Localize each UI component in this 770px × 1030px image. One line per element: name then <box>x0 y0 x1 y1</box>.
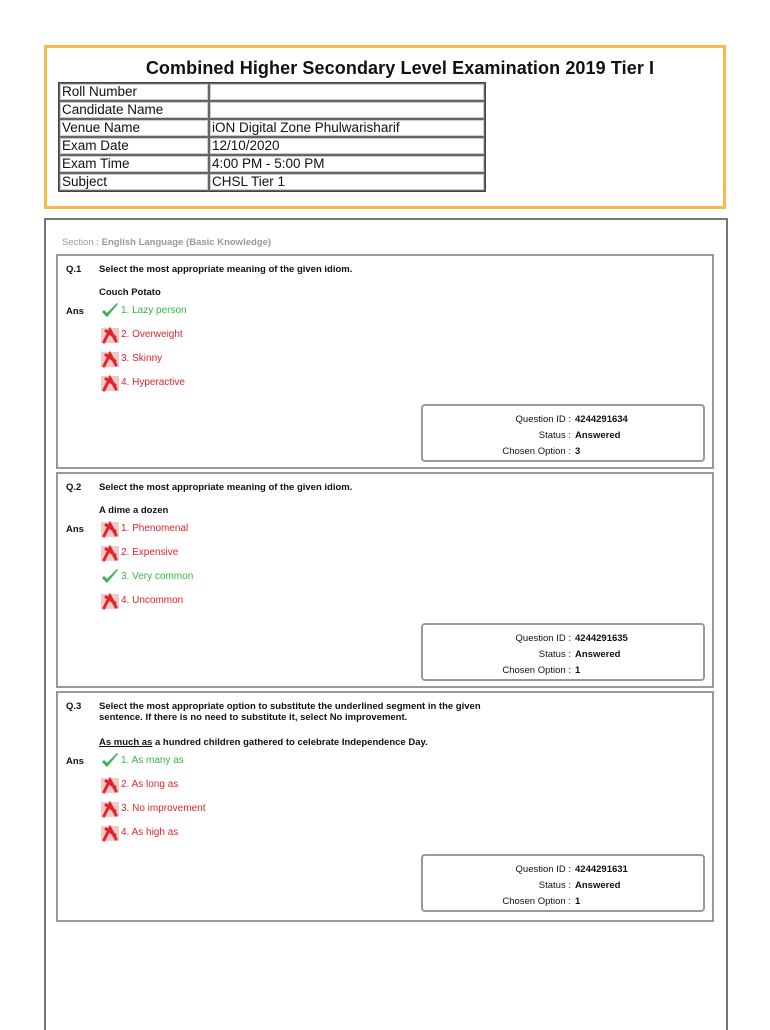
question-text: Select the most appropriate meaning of the given idiom. <box>99 482 353 493</box>
question-id-value: 4244291635 <box>575 633 628 644</box>
status-value: Answered <box>575 430 621 441</box>
chosen-option-label: Chosen Option : <box>502 896 571 907</box>
cross-icon <box>100 373 120 393</box>
cross-icon <box>100 543 120 563</box>
option-label: 2. Expensive <box>121 547 179 558</box>
info-row-venue-name <box>59 119 485 137</box>
option-label: 4. Uncommon <box>121 595 184 606</box>
chosen-option-value: 3 <box>575 446 581 457</box>
option-label: 1. As many as <box>121 755 184 766</box>
cross-icon <box>100 325 120 345</box>
underlined-segment: As much as <box>99 737 153 748</box>
chosen-option-label: Chosen Option : <box>502 446 571 457</box>
chosen-option-value: 1 <box>575 896 581 907</box>
status-value: Answered <box>575 649 621 660</box>
chosen-option-label: Chosen Option : <box>502 665 571 676</box>
option-4 <box>100 823 178 843</box>
option-label: 2. As long as <box>121 779 179 790</box>
question-id-value: 4244291634 <box>575 414 628 425</box>
question-number: Q.3 <box>66 701 82 712</box>
question-prompt <box>99 737 428 748</box>
option-label: 3. Very common <box>121 571 194 582</box>
info-value: 12/10/2020 <box>209 137 485 155</box>
info-value <box>209 83 485 101</box>
info-row-roll-number <box>59 83 485 101</box>
option-label: 3. No improvement <box>121 803 206 814</box>
tick-icon <box>100 567 120 587</box>
info-label: Exam Date <box>59 137 209 155</box>
info-label: Candidate Name <box>59 101 209 119</box>
question-text: Select the most appropriate meaning of the given idiom. <box>99 264 353 275</box>
question-number: Q.2 <box>66 482 82 493</box>
exam-header-card <box>44 45 726 209</box>
question-number: Q.1 <box>66 264 82 275</box>
info-row-subject <box>59 173 485 191</box>
info-label: Subject <box>59 173 209 191</box>
option-1 <box>100 301 187 321</box>
cross-icon <box>100 775 120 795</box>
info-label: Roll Number <box>59 83 209 101</box>
question-prompt: Couch Potato <box>99 287 161 298</box>
tick-icon <box>100 301 120 321</box>
question-meta-card <box>421 404 705 462</box>
info-label: Exam Time <box>59 155 209 173</box>
chosen-option-value: 1 <box>575 665 581 676</box>
status-label: Status : <box>538 880 571 891</box>
section-prefix: Section : <box>62 237 102 248</box>
option-3 <box>100 349 162 369</box>
option-label: 4. As high as <box>121 827 179 838</box>
info-value <box>209 101 485 119</box>
cross-icon <box>100 349 120 369</box>
question-id-label: Question ID : <box>515 633 571 644</box>
option-label: 3. Skinny <box>121 353 163 364</box>
question-header <box>66 701 481 723</box>
option-label: 2. Overweight <box>121 329 183 340</box>
question-prompt: A dime a dozen <box>99 505 169 516</box>
option-label: 4. Hyperactive <box>121 377 185 388</box>
question-id-label: Question ID : <box>515 414 571 425</box>
option-2 <box>100 325 183 345</box>
candidate-info-table <box>58 82 486 192</box>
question-meta-card <box>421 623 705 681</box>
question-card-3 <box>56 691 714 922</box>
option-4 <box>100 373 185 393</box>
cross-icon <box>100 823 120 843</box>
option-1 <box>100 751 184 771</box>
option-4 <box>100 591 183 611</box>
info-value: iON Digital Zone Phulwarisharif <box>209 119 485 137</box>
option-label: 1. Phenomenal <box>121 523 189 534</box>
exam-title: Combined Higher Secondary Level Examination 2019 Tier I <box>145 58 655 78</box>
info-row-exam-date <box>59 137 485 155</box>
status-label: Status : <box>538 649 571 660</box>
ans-label: Ans <box>66 524 84 535</box>
option-label: 1. Lazy person <box>121 305 187 316</box>
cross-icon <box>100 519 120 539</box>
ans-label: Ans <box>66 306 84 317</box>
info-label: Venue Name <box>59 119 209 137</box>
question-id-value: 4244291631 <box>575 864 628 875</box>
question-header <box>66 482 353 493</box>
cross-icon <box>100 591 120 611</box>
info-row-exam-time <box>59 155 485 173</box>
info-value: 4:00 PM - 5:00 PM <box>209 155 485 173</box>
question-text: Select the most appropriate option to substitute the underlined segment in the given sentence. If there is no need to substitute it, select No improvement. <box>99 701 481 723</box>
section-name: English Language (Basic Knowledge) <box>101 237 272 248</box>
option-1 <box>100 519 188 539</box>
option-3 <box>100 567 193 587</box>
cross-icon <box>100 799 120 819</box>
prompt-rest: a hundred children gathered to celebrate Independence Day. <box>152 737 428 748</box>
ans-label: Ans <box>66 756 84 767</box>
option-2 <box>100 543 178 563</box>
question-id-label: Question ID : <box>515 864 571 875</box>
option-3 <box>100 799 205 819</box>
status-value: Answered <box>575 880 621 891</box>
info-row-candidate-name <box>59 101 485 119</box>
option-2 <box>100 775 178 795</box>
status-label: Status : <box>538 430 571 441</box>
question-header <box>66 264 353 275</box>
question-card-2 <box>56 472 714 688</box>
tick-icon <box>100 751 120 771</box>
info-value: CHSL Tier 1 <box>209 173 485 191</box>
section-title <box>62 237 271 248</box>
question-meta-card <box>421 854 705 912</box>
question-card-1 <box>56 254 714 469</box>
response-sheet <box>44 218 728 1030</box>
